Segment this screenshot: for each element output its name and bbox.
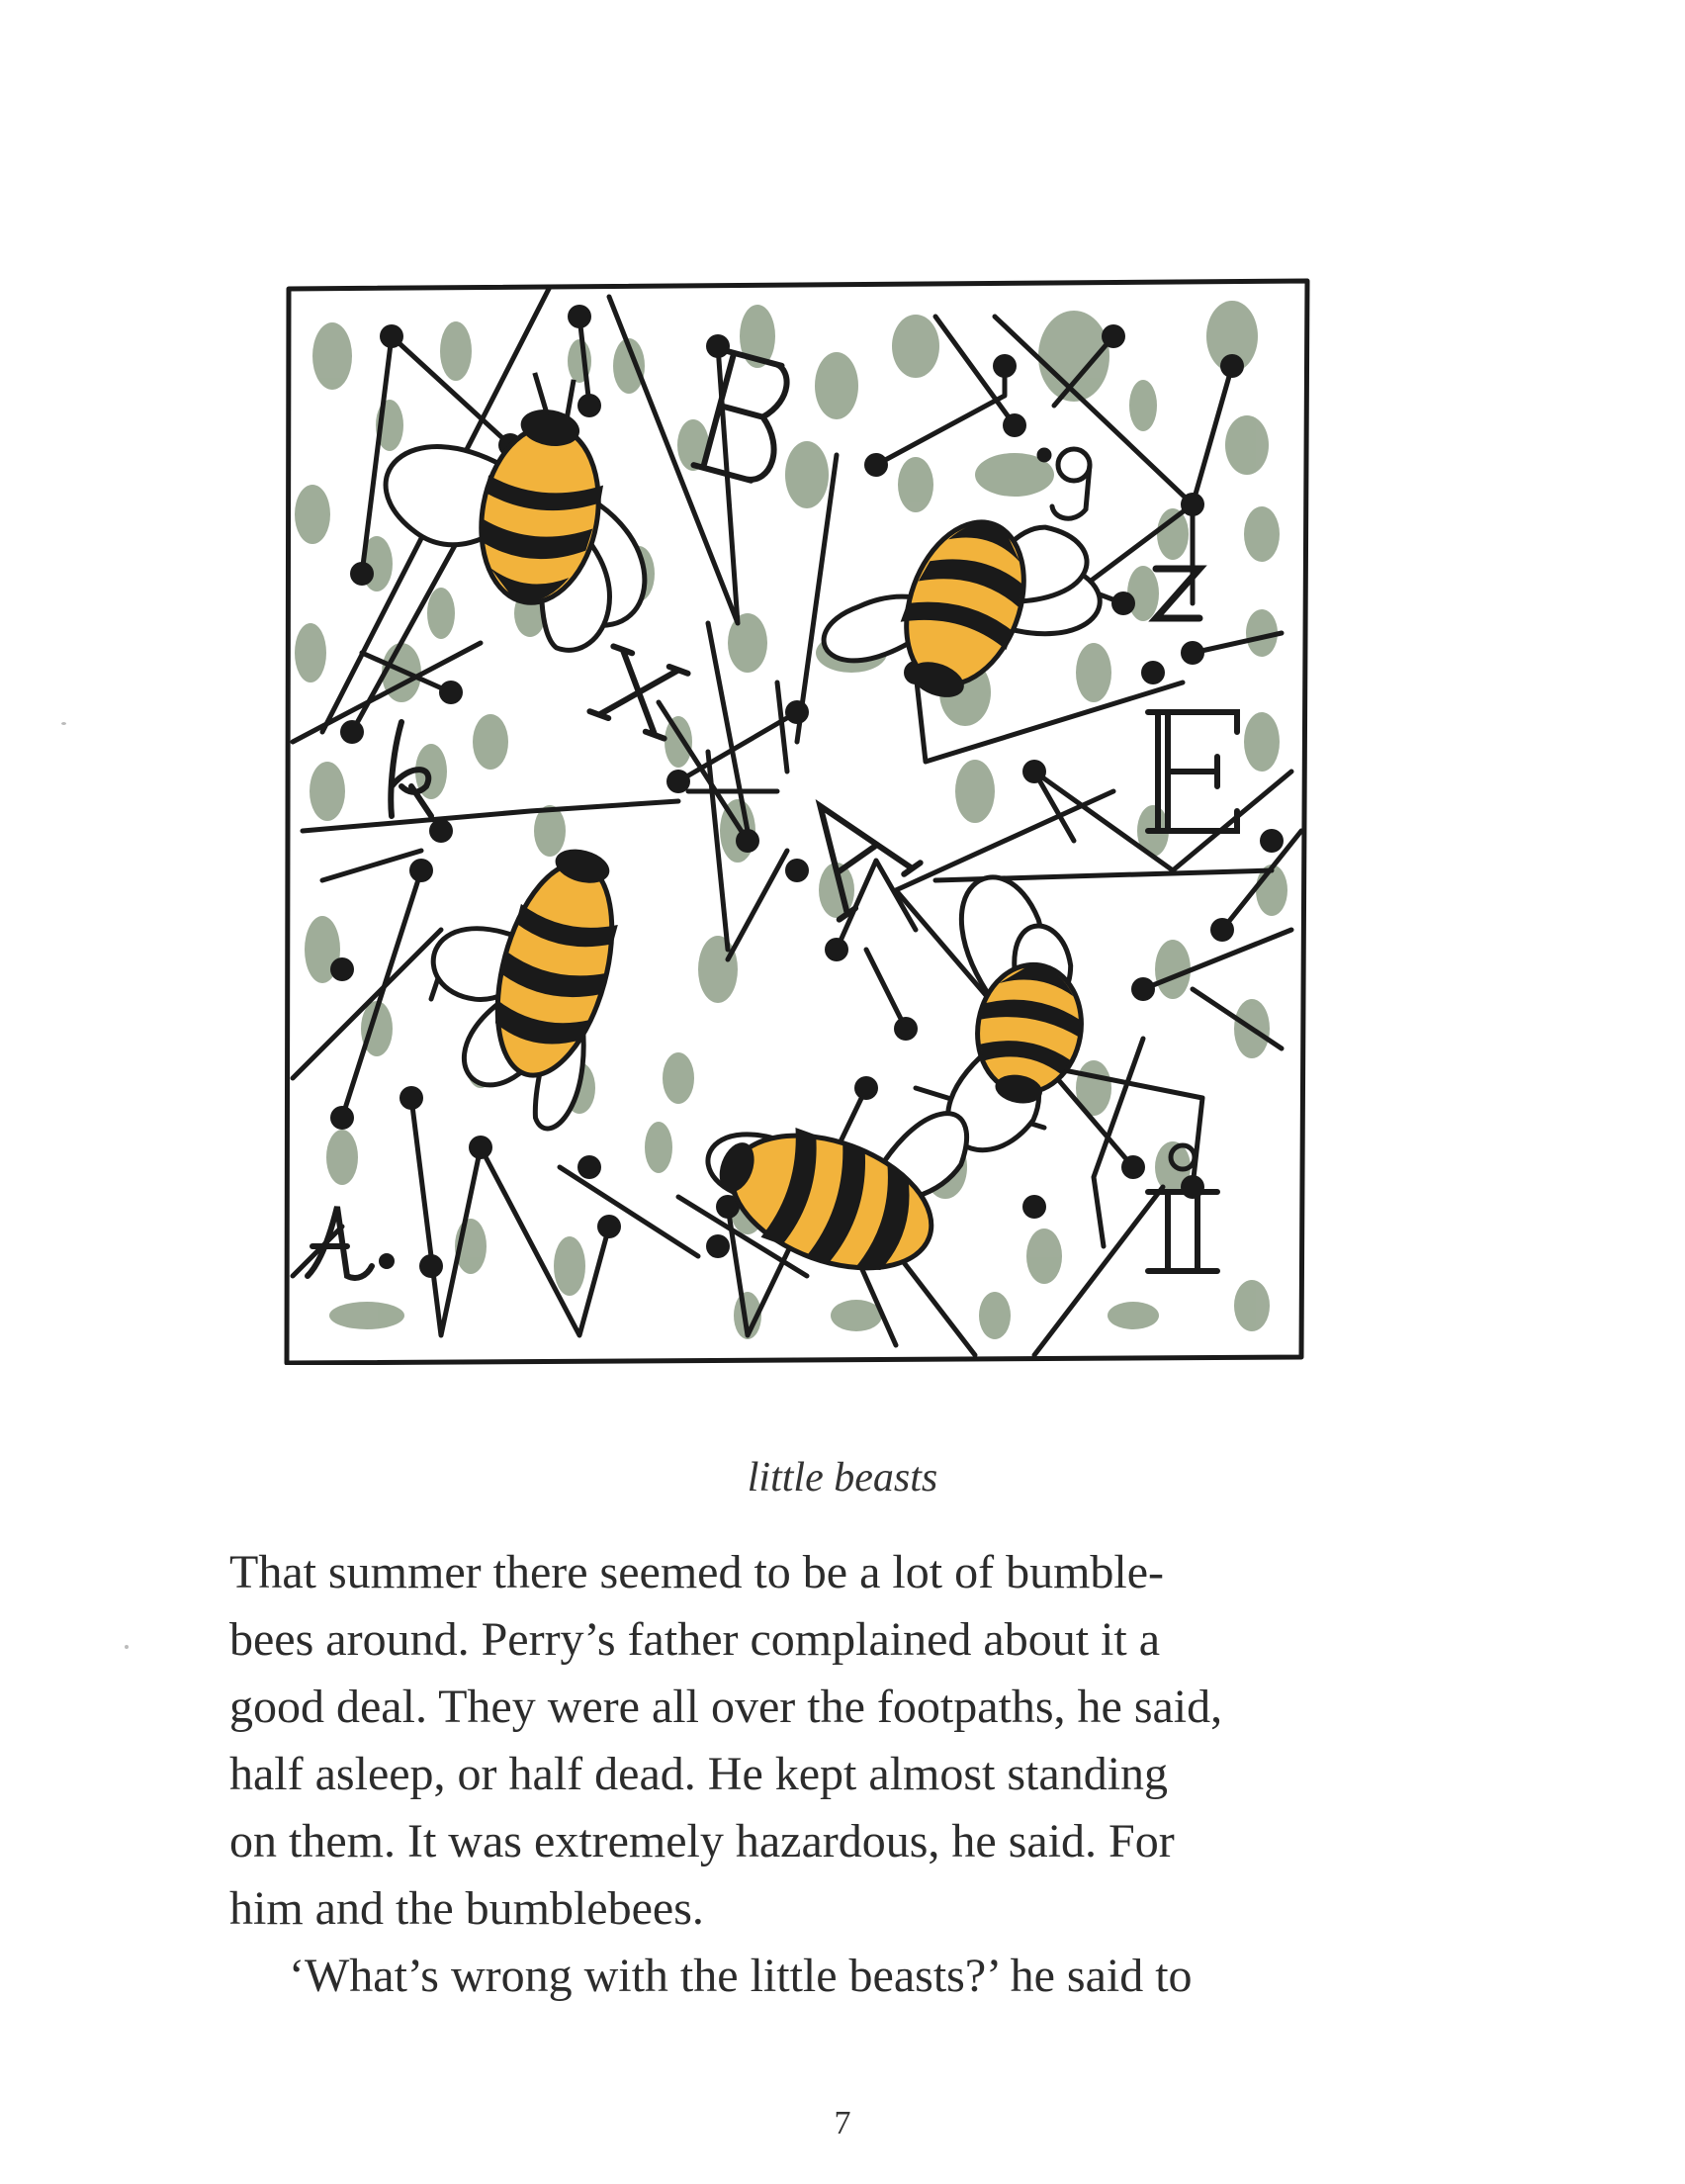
text-line: ‘What’s wrong with the little beasts?’ he said to — [289, 1950, 1193, 2002]
scan-speck — [125, 1645, 129, 1649]
glyph-d — [308, 1207, 392, 1278]
bee-3 — [399, 820, 639, 1135]
text-line: good deal. They were all over the footpaths, he said, — [229, 1681, 1223, 1733]
text-line: on them. It was extremely hazardous, he said. For — [229, 1815, 1175, 1867]
text-line: That summer there seemed to be a lot of bumble- — [229, 1546, 1165, 1598]
text-line: him and the bumblebees. — [229, 1882, 704, 1935]
glyph-k — [391, 722, 431, 816]
body-text — [229, 1539, 1465, 2010]
bumblebee-illustration — [283, 277, 1311, 1365]
text-line: half asleep, or half dead. He kept almost standing — [229, 1748, 1169, 1800]
bee-5 — [688, 1041, 977, 1295]
glyph-b — [693, 350, 796, 484]
page-number: 7 — [834, 2105, 851, 2141]
illustration-caption: little beasts — [747, 1455, 938, 1501]
text-line: bees around. Perry’s father complained about it a — [229, 1613, 1161, 1666]
scan-speck — [61, 722, 66, 725]
glyph-ii — [1148, 1192, 1217, 1271]
